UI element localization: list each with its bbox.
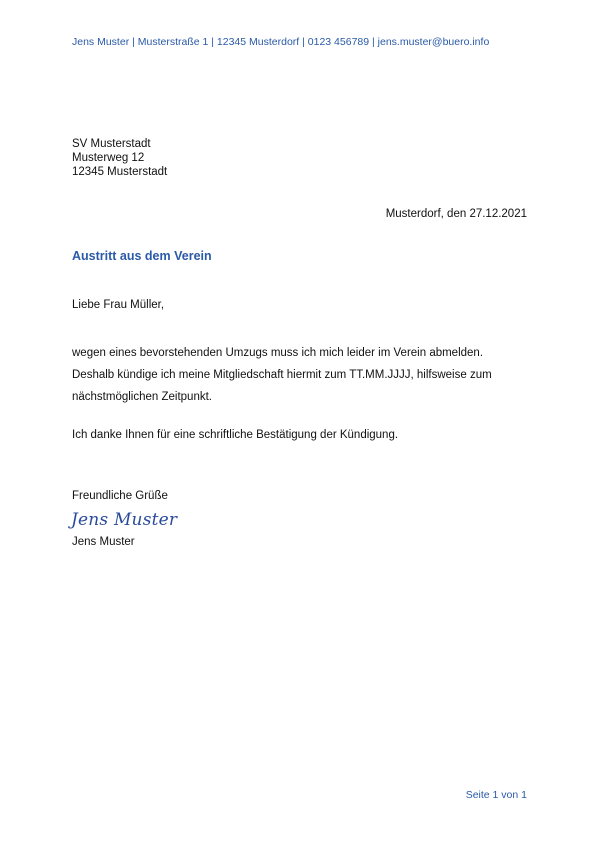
recipient-name: SV Musterstadt — [72, 138, 151, 150]
thanks-sentence: Ich danke Ihnen für eine schriftliche Bestätigung der Kündigung. — [72, 429, 399, 441]
recipient-street: Musterweg 12 — [72, 152, 145, 164]
place-date: Musterdorf, den 27.12.2021 — [385, 208, 527, 220]
salutation: Liebe Frau Müller, — [72, 299, 165, 311]
body-line: nächstmöglichen Zeitpunkt. — [72, 391, 212, 403]
body-paragraph — [72, 342, 542, 408]
signer-name: Jens Muster — [72, 536, 135, 548]
closing-greeting: Freundliche Grüße — [72, 490, 168, 502]
letter-subject: Austritt aus dem Verein — [72, 249, 212, 263]
sender-address-line: Jens Muster | Musterstraße 1 | 12345 Musterdorf | 0123 456789 | jens.muster@buero.info — [72, 36, 490, 48]
recipient-city: 12345 Musterstadt — [72, 166, 168, 178]
body-line: wegen eines bevorstehenden Umzugs muss ich mich leider im Verein abmelden. — [72, 347, 484, 359]
handwritten-signature: Jens Muster — [71, 510, 178, 530]
recipient-address — [72, 137, 167, 179]
page-number: Seite 1 von 1 — [465, 789, 527, 801]
body-line: Deshalb kündige ich meine Mitgliedschaft hiermit zum TT.MM.JJJJ, hilfsweise zum — [72, 369, 492, 381]
